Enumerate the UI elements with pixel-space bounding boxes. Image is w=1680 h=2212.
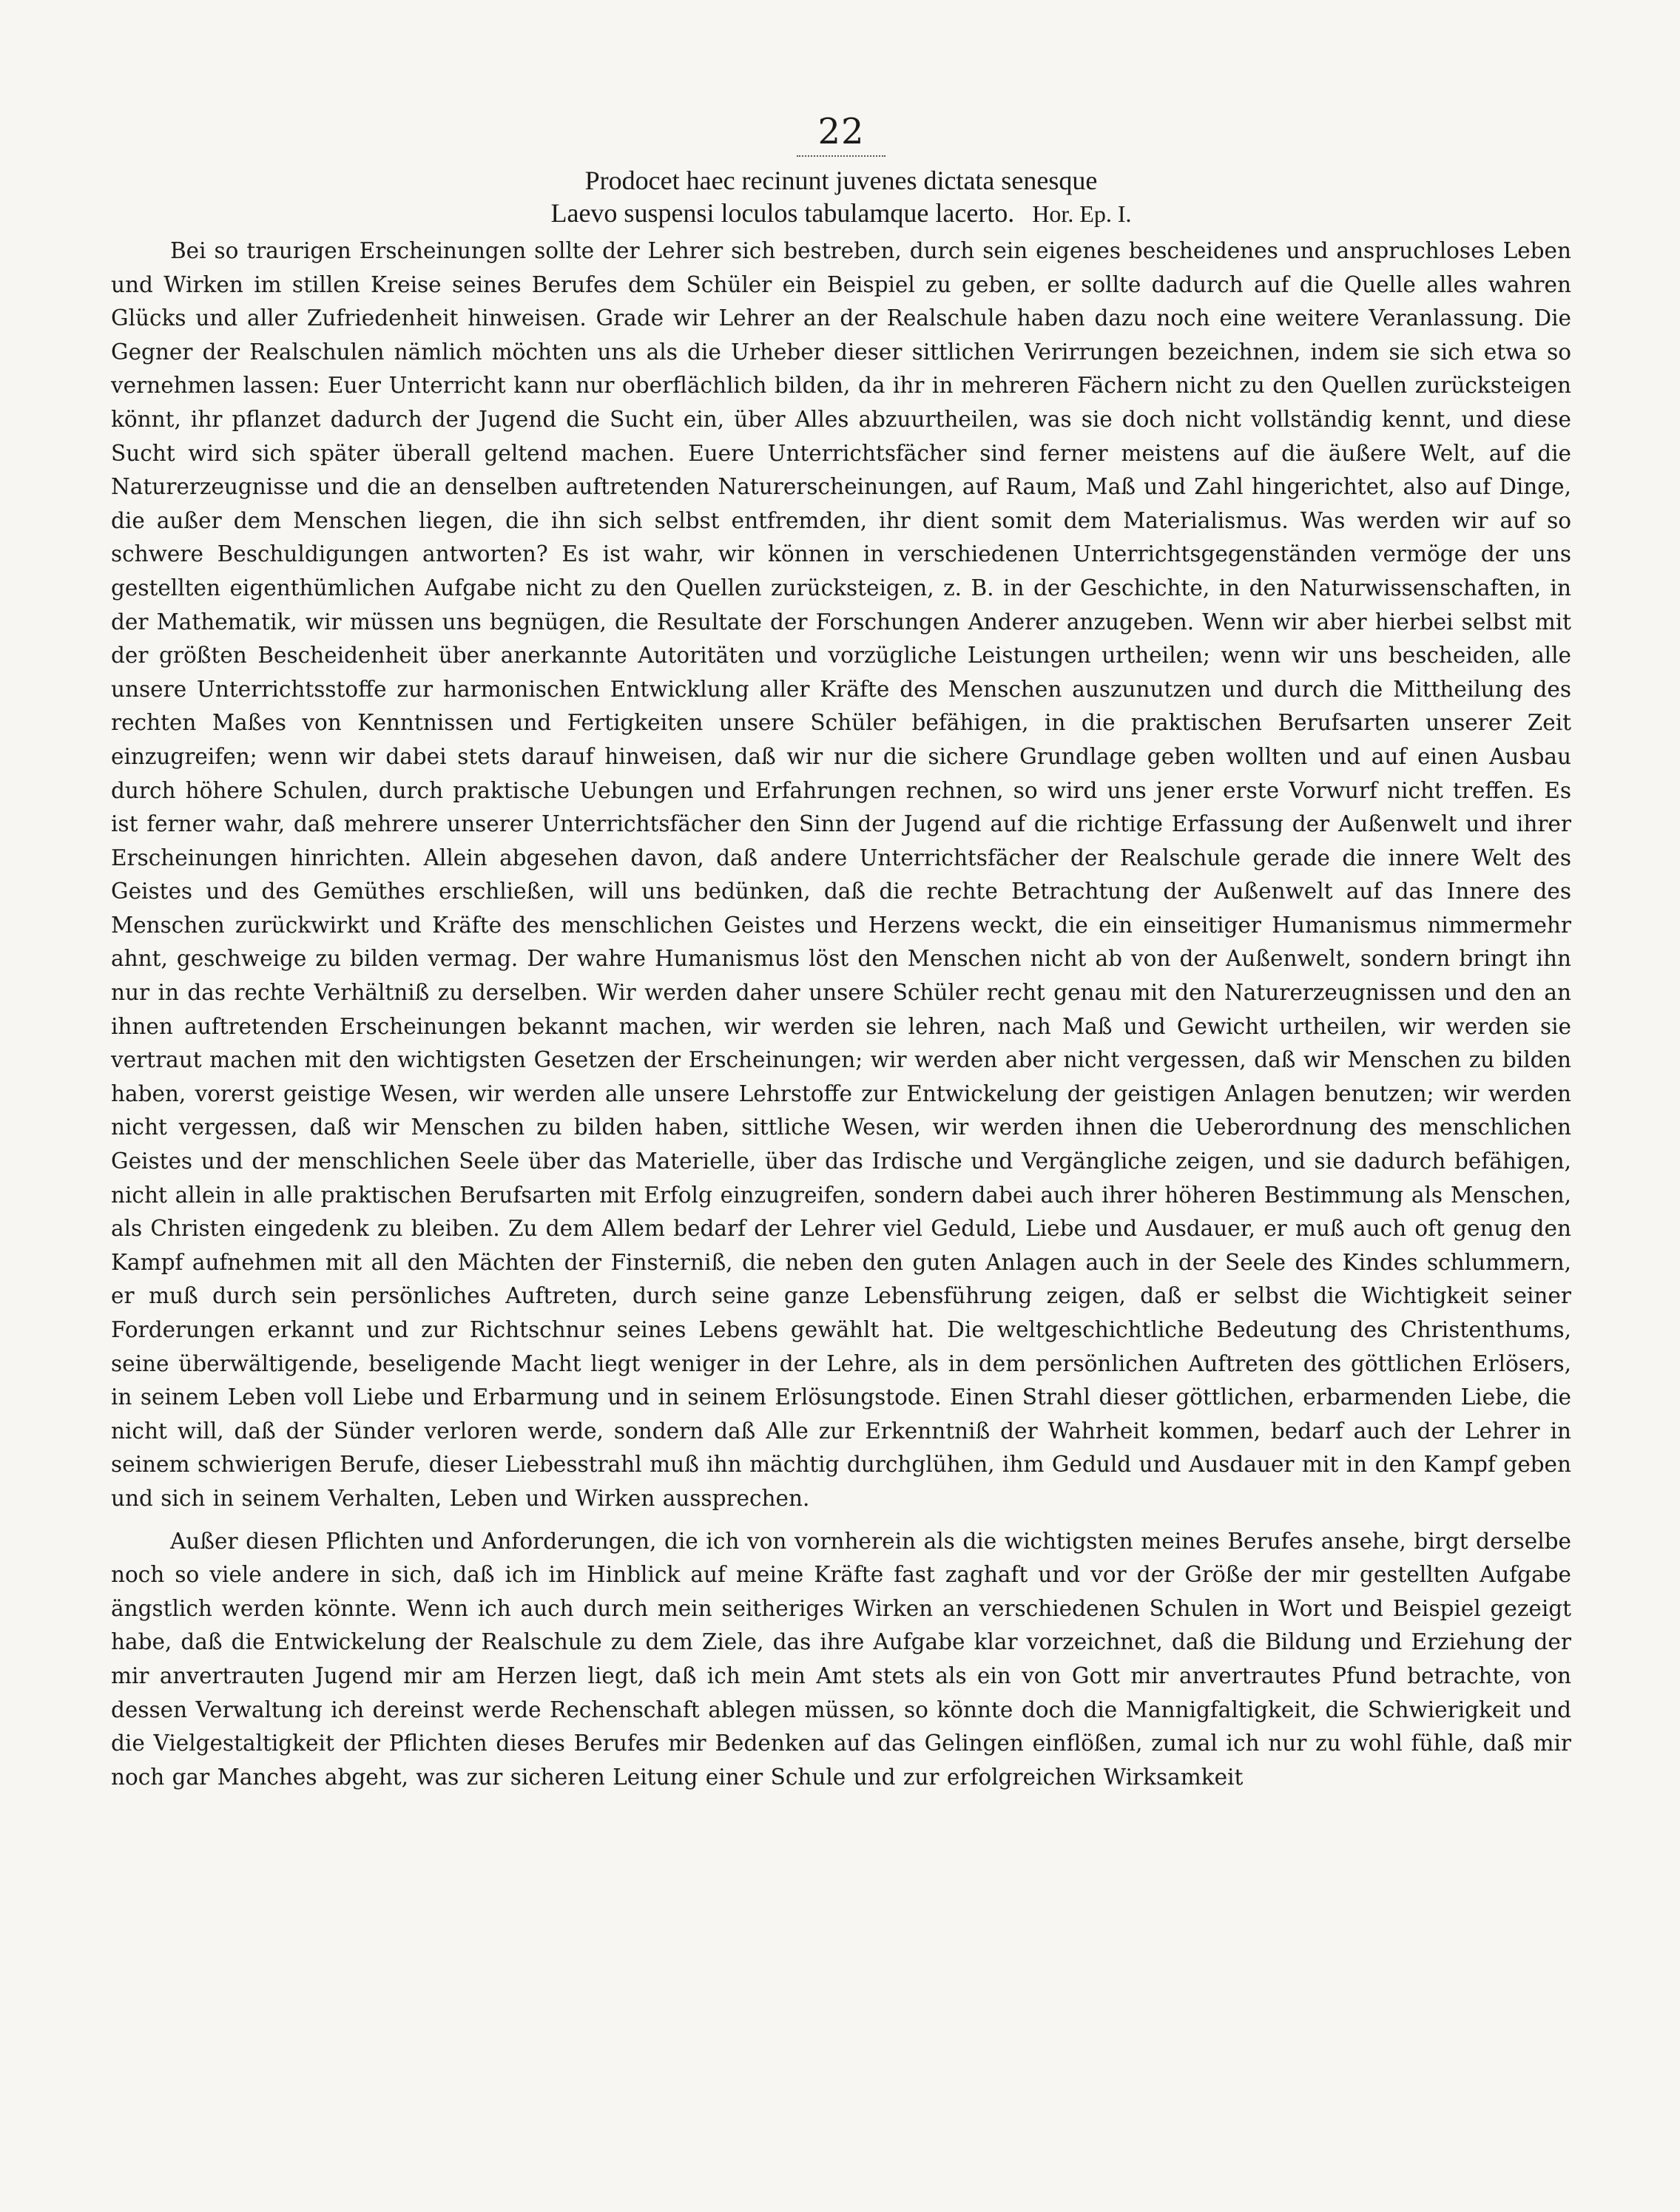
paragraph-2: Außer diesen Pflichten und Anforderungen, die ich von vornherein als die wichtigsten meines Berufes ansehe, birgt derselbe noch so viele andere in sich, daß ich im Hinblick auf meine Kräfte fast zaghaft und vor der Größe der mir gestellten Aufgabe ängstlich werden könnte. Wenn ich auch durch mein seitheriges Wirken an verschiedenen Schulen in Wort und Beispiel gezeigt habe, daß die Entwickelung der Realschule zu dem Ziele, das ihre Aufgabe klar vorzeichnet, daß die Bildung und Erziehung der mir anvertrauten Jugend mir am Herzen liegt, daß ich mein Amt stets als ein von Gott mir anvertrautes Pfund betrachte, von dessen Verwaltung ich dereinst werde Rechenschaft ablegen müssen, so könnte doch die Mannigfaltigkeit, die Schwierigkeit und die Vielgestaltigkeit der Pflichten dieses Berufes mir Bedenken auf das Gelingen einflößen, zumal ich nur zu wohl fühle, daß mir noch gar Manches abgeht, was zur sicheren Leitung einer Schule und zur erfolgreichen Wirksamkeit [111, 1528, 1571, 1790]
epigraph [111, 164, 1571, 230]
body-text [111, 234, 1571, 1794]
epigraph-line-1: Prodocet haec recinunt juvenes dictata senesque [584, 166, 1098, 195]
page-number: 22 [817, 111, 865, 152]
epigraph-source: Hor. Ep. I. [1032, 200, 1132, 227]
epigraph-line-2-text: Laevo suspensi loculos tabulamque lacerto. [550, 198, 1015, 228]
header-rule [797, 155, 885, 157]
epigraph-line-2 [111, 197, 1571, 230]
document-page [111, 111, 1571, 1794]
paragraph-1: Bei so traurigen Erscheinungen sollte der Lehrer sich bestreben, durch sein eigenes bescheidenes und anspruchloses Leben und Wirken im stillen Kreise seines Berufes dem Schüler ein Beispiel zu geben, er sollte dadurch auf die Quelle alles wahren Glücks und aller Zufriedenheit hinweisen. Grade wir Lehrer an der Realschule haben dazu noch eine weitere Veranlassung. Die Gegner der Realschulen nämlich möchten uns als die Urheber dieser sittlichen Verirrungen bezeichnen, indem sie sich etwa so vernehmen lassen: Euer Unterricht kann nur oberflächlich bilden, da ihr in mehreren Fächern nicht zu den Quellen zurücksteigen könnt, ihr pflanzet dadurch der Jugend die Sucht ein, über Alles abzuurtheilen, was sie doch nicht vollständig kennt, und diese Sucht wird sich später überall geltend machen. Euere Unterrichtsfächer sind ferner meistens auf die äußere Welt, auf die Naturerzeugnisse und die an denselben auftretenden Naturerscheinungen, auf Raum, Maß und Zahl hingerichtet, also auf Dinge, die außer dem Menschen liegen, die ihn sich selbst entfremden, ihr dient somit dem Materialismus. Was werden wir auf so schwere Beschuldigungen antworten? Es ist wahr, wir können in verschiedenen Unterrichtsgegenständen vermöge der uns gestellten eigenthümlichen Aufgabe nicht zu den Quellen zurücksteigen, z. B. in der Geschichte, in den Naturwissenschaften, in der Mathematik, wir müssen uns begnügen, die Resultate der Forschungen Anderer anzugeben. Wenn wir aber hierbei selbst mit der größten Bescheidenheit über anerkannte Autoritäten und vorzügliche Leistungen urtheilen; wenn wir uns bescheiden, alle unsere Unterrichtsstoffe zur harmonischen Entwicklung aller Kräfte des Menschen auszunutzen und durch die Mittheilung des rechten Maßes von Kenntnissen und Fertigkeiten unsere Schüler befähigen, in die praktischen Berufsarten unserer Zeit einzugreifen; wenn wir dabei stets darauf hinweisen, daß wir nur die sichere Grundlage geben wollten und auf einen Ausbau durch höhere Schulen, durch praktische Uebungen und Erfahrungen rechnen, so wird uns jener erste Vorwurf nicht treffen. Es ist ferner wahr, daß mehrere unserer Unterrichtsfächer den Sinn der Jugend auf die richtige Erfassung der Außenwelt und ihrer Erscheinungen hinrichten. Allein abgesehen davon, daß andere Unterrichtsfächer der Realschule gerade die innere Welt des Geistes und des Gemüthes erschließen, will uns bedünken, daß die rechte Betrachtung der Außenwelt auf das Innere des Menschen zurückwirkt und Kräfte des menschlichen Geistes und Herzens weckt, die ein einseitiger Humanismus nimmermehr ahnt, geschweige zu bilden vermag. Der wahre Humanismus löst den Menschen nicht ab von der Außenwelt, sondern bringt ihn nur in das rechte Verhältniß zu derselben. Wir werden daher unsere Schüler recht genau mit den Naturerzeugnissen und den an ihnen auftretenden Erscheinungen bekannt machen, wir werden sie lehren, nach Maß und Gewicht urtheilen, wir werden sie vertraut machen mit den wichtigsten Gesetzen der Erscheinungen; wir werden aber nicht vergessen, daß wir Menschen zu bilden haben, vorerst geistige Wesen, wir werden alle unsere Lehrstoffe zur Entwickelung der geistigen Anlagen benutzen; wir werden nicht vergessen, daß wir Menschen zu bilden haben, sittliche Wesen, wir werden ihnen die Ueberordnung des menschlichen Geistes und der menschlichen Seele über das Materielle, über das Irdische und Vergängliche zeigen, und sie dadurch befähigen, nicht allein in alle praktischen Berufsarten mit Erfolg einzugreifen, sondern dabei auch ihrer höheren Bestimmung als Menschen, als Christen eingedenk zu bleiben. Zu dem Allem bedarf der Lehrer viel Geduld, Liebe und Ausdauer, er muß auch oft genug den Kampf aufnehmen mit all den Mächten der Finsterniß, die neben den guten Anlagen auch in der Seele des Kindes schlummern, er muß durch sein persönliches Auftreten, durch seine ganze Lebensführung zeigen, daß er selbst die Wichtigkeit seiner Forderungen erkannt und zur Richtschnur seines Lebens gewählt hat. Die weltgeschichtliche Bedeutung des Christenthums, seine überwältigende, beseligende Macht liegt weniger in der Lehre, als in dem persönlichen Auftreten des göttlichen Erlösers, in seinem Leben voll Liebe und Erbarmung und in seinem Erlösungstode. Einen Strahl dieser göttlichen, erbarmenden Liebe, die nicht will, daß der Sünder verloren werde, sondern daß Alle zur Erkenntniß der Wahrheit kommen, bedarf auch der Lehrer in seinem schwierigen Berufe, dieser Liebesstrahl muß ihn mächtig durchglühen, ihm Geduld und Ausdauer mit in den Kampf geben und sich in seinem Verhalten, Leben und Wirken aussprechen. [111, 238, 1571, 1511]
